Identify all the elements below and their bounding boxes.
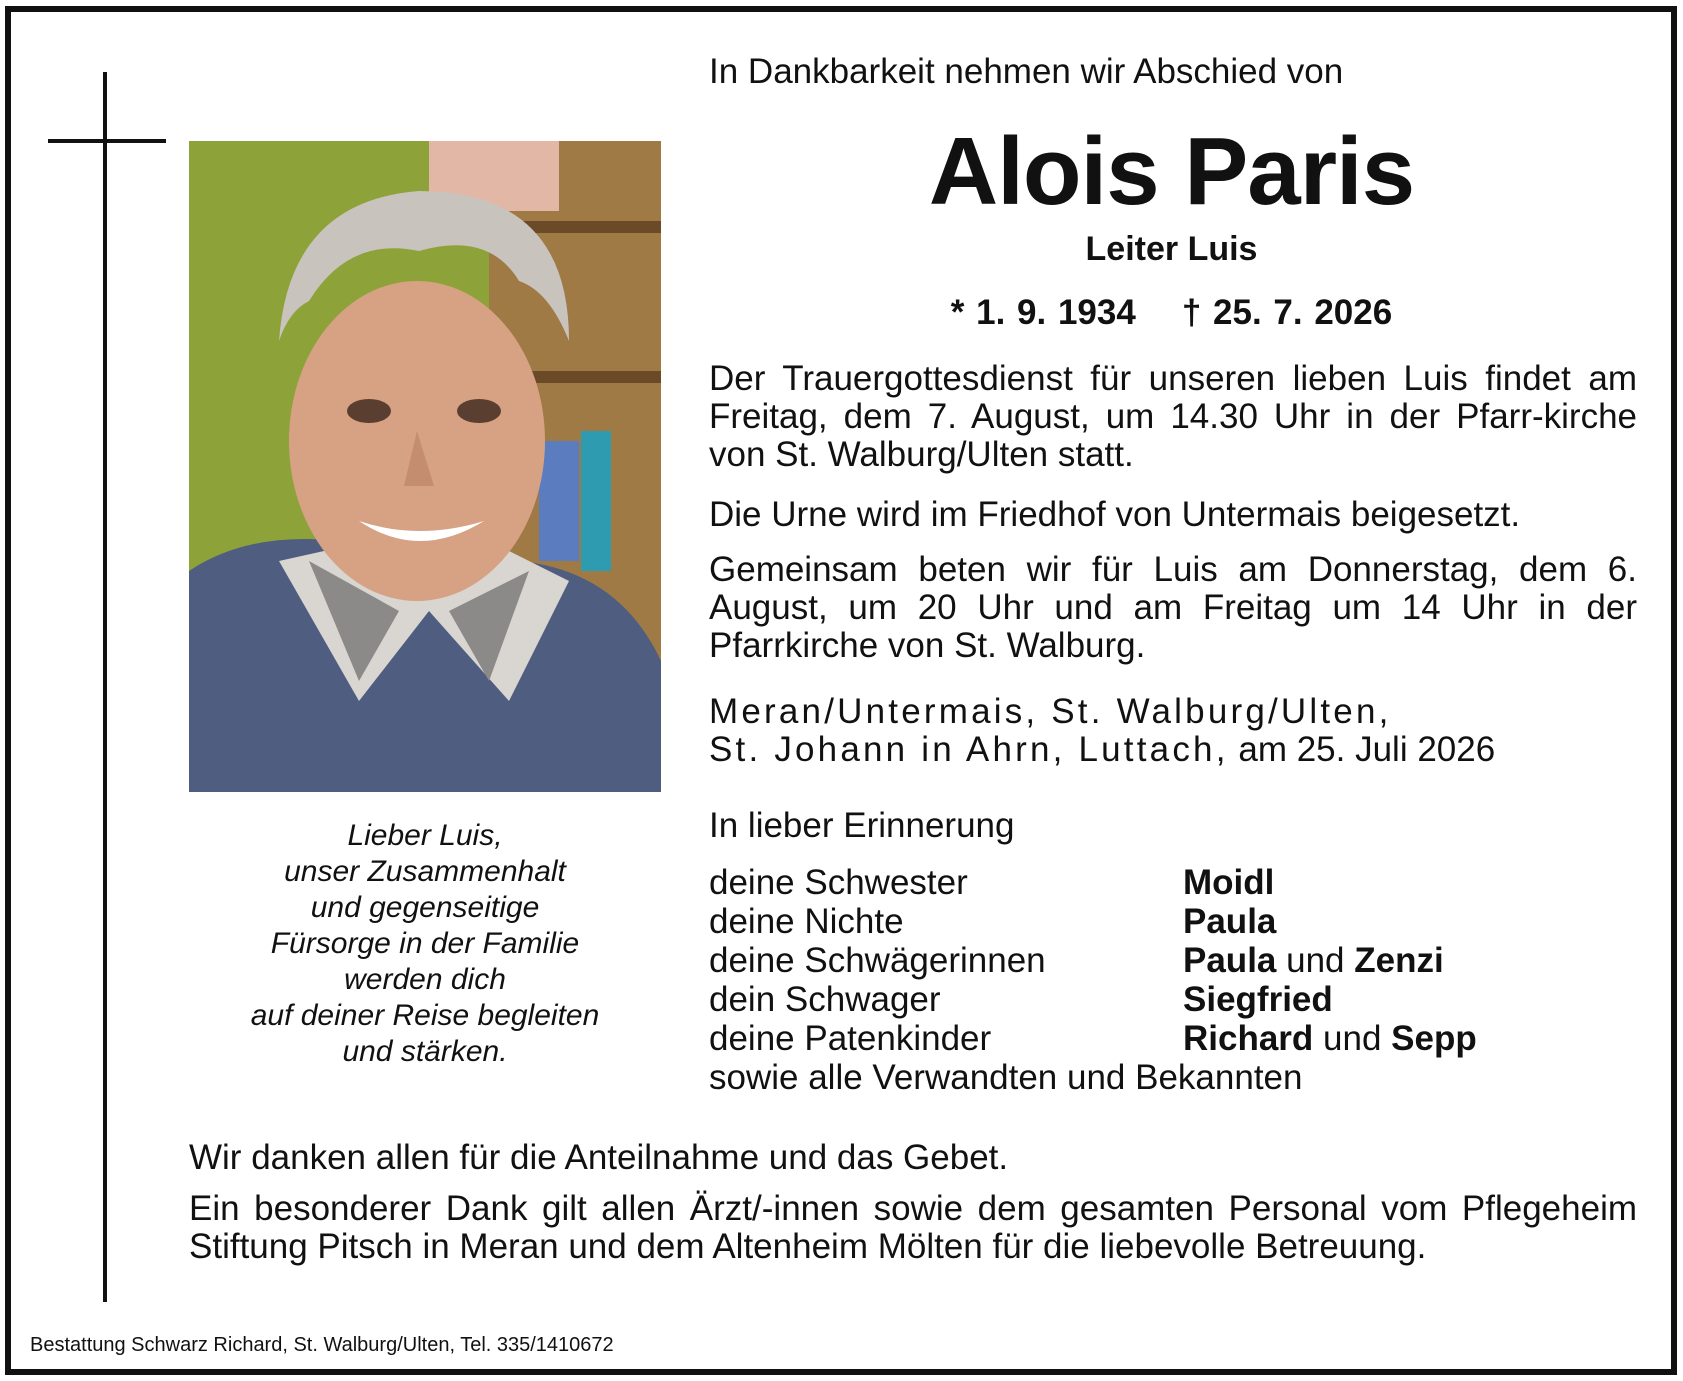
place-and-date — [709, 693, 1495, 769]
place-date: am 25. Juli 2026 — [1238, 730, 1496, 769]
prayer-text: Gemeinsam beten wir für Luis am Donnerstag, dem 6. August, um 20 Uhr und am Freitag um 14 Uhr in der Pfarrkirche von St. Walburg. — [709, 550, 1637, 665]
family-name: Paula — [1183, 902, 1277, 941]
birth-date: * 1. 9. 1934 — [950, 293, 1136, 332]
funeral-home-footer: Bestattung Schwarz Richard, St. Walburg/Ulten, Tel. 335/1410672 — [30, 1334, 614, 1356]
life-dates — [709, 293, 1634, 333]
death-date: † 25. 7. 2026 — [1181, 293, 1393, 332]
family-joiner: und — [1276, 941, 1355, 980]
family-name: Siegfried — [1183, 980, 1333, 1019]
poem-line: Fürsorge in der Familie — [270, 927, 580, 960]
family-row — [709, 902, 1477, 941]
memory-heading: In lieber Erinnerung — [709, 806, 1015, 845]
family-name: Richard — [1183, 1019, 1314, 1058]
poem-line: werden dich — [344, 963, 506, 996]
poem-line: Lieber Luis, — [347, 819, 503, 852]
funeral-service-text: Der Trauergottesdienst für unseren lieben Luis findet am Freitag, dem 7. August, um 14.30 Uhr in der Pfarr-kirche von St. Walburg/Ulten statt. — [709, 359, 1637, 474]
family-relation: deine Schwester — [709, 863, 968, 902]
nickname: Leiter Luis — [1085, 230, 1258, 268]
family-relation: deine Schwägerinnen — [709, 941, 1046, 980]
thanks-line: Wir danken allen für die Anteilnahme und das Gebet. — [189, 1138, 1009, 1177]
family-list — [709, 863, 1477, 1097]
family-name: Zenzi — [1354, 941, 1444, 980]
family-name: Moidl — [1183, 863, 1275, 902]
poem-line: und stärken. — [342, 1035, 508, 1068]
family-closing: sowie alle Verwandten und Bekannten — [709, 1058, 1303, 1097]
family-name: Sepp — [1391, 1019, 1477, 1058]
portrait-photo — [189, 141, 661, 792]
latin-cross-icon-bar — [48, 139, 166, 143]
family-row — [709, 941, 1477, 980]
family-relation: deine Patenkinder — [709, 1019, 992, 1058]
place-line-1: Meran/Untermais, St. Walburg/Ulten, — [709, 692, 1392, 731]
place-line-2: St. Johann in Ahrn, Luttach, — [709, 730, 1229, 769]
latin-cross-icon — [103, 72, 107, 1302]
family-joiner: und — [1313, 1019, 1392, 1058]
family-relation: deine Nichte — [709, 902, 904, 941]
urn-text: Die Urne wird im Friedhof von Untermais beigesetzt. — [709, 495, 1521, 534]
poem-line: unser Zusammenhalt — [284, 855, 566, 888]
family-name: Paula — [1183, 941, 1277, 980]
family-relation: dein Schwager — [709, 980, 941, 1019]
poem — [200, 818, 650, 1070]
special-thanks: Ein besonderer Dank gilt allen Ärzt/-innen sowie dem gesamten Personal vom Pflegeheim Stiftung Pitsch in Meran und dem Altenheim Mölten für die liebevolle Betreuung. — [189, 1189, 1637, 1266]
family-row — [709, 980, 1477, 1019]
deceased-name: Alois Paris — [928, 118, 1415, 225]
family-row — [709, 863, 1477, 902]
poem-line: auf deiner Reise begleiten — [250, 999, 600, 1032]
poem-line: und gegenseitige — [310, 891, 540, 924]
intro-line: In Dankbarkeit nehmen wir Abschied von — [709, 52, 1344, 91]
family-row — [709, 1019, 1477, 1058]
